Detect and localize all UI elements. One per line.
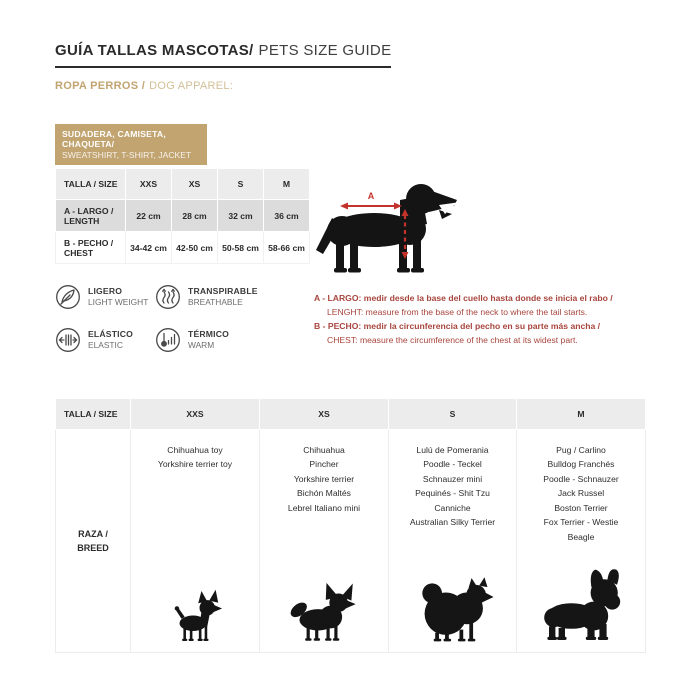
breed-cell-s — [389, 430, 517, 653]
thermometer-icon — [155, 327, 181, 353]
breed-item: Poodle - Schnauzer — [543, 473, 619, 484]
chest-m: 58-66 cm — [264, 232, 310, 264]
breathable-icon — [155, 284, 181, 310]
breed-item: Lebrel Italiano mini — [287, 502, 361, 513]
note-length-en: LENGHT: measure from the base of the neck to where the tail starts. — [327, 306, 588, 317]
breed-item: Jack Russel — [557, 488, 605, 499]
page-title-en: PETS SIZE GUIDE — [258, 42, 392, 59]
size-table-header-row — [56, 169, 310, 200]
breed-list-s — [389, 430, 516, 530]
dog-measurement-silhouette — [314, 168, 464, 278]
length-row — [56, 200, 310, 232]
note-length — [314, 292, 659, 320]
length-m: 36 cm — [264, 200, 310, 232]
breed-item: Yorkshire terrier — [293, 473, 355, 484]
pomeranian-silhouette — [409, 572, 497, 644]
page-header — [55, 42, 391, 68]
feature-label-en: BREATHABLE — [188, 297, 243, 307]
chest-s: 50-58 cm — [218, 232, 264, 264]
chest-row — [56, 232, 310, 264]
length-arrow — [340, 191, 402, 210]
subtitle-es: ROPA PERROS / — [55, 80, 146, 92]
breed-cell-xs — [260, 430, 389, 653]
breed-table-header-row — [56, 399, 646, 430]
fabric-features — [55, 284, 258, 353]
badge-line-es: SUDADERA, CAMISETA, CHAQUETA/ — [62, 129, 166, 149]
breed-table-header-xs: XS — [260, 399, 389, 430]
labrador-silhouette — [316, 184, 457, 273]
size-table-header-s: S — [218, 169, 264, 200]
garment-category-badge — [55, 124, 207, 165]
size-table-header-xs: XS — [172, 169, 218, 200]
elastic-icon — [55, 327, 81, 353]
feature-elastic — [55, 327, 155, 353]
arrow-label-a: A — [367, 191, 375, 201]
breed-list-xxs — [131, 430, 259, 472]
breed-item: Lulú de Pomerania — [416, 445, 489, 455]
breed-list-xs — [260, 430, 388, 515]
feature-label-es: TÉRMICO — [188, 329, 230, 339]
feature-label-es: TRANSPIRABLE — [188, 286, 258, 296]
breed-item: Pug / Carlino — [556, 445, 606, 455]
breed-item: Boston Terrier — [554, 502, 608, 513]
breed-list-m — [517, 430, 645, 544]
breed-row-label-es: RAZA / — [78, 528, 108, 539]
measuring-instructions — [314, 292, 659, 348]
size-measurements-table — [55, 168, 310, 264]
feature-label-es: LIGERO — [88, 286, 123, 296]
breed-item: Chihuahua — [303, 445, 345, 455]
section-subtitle — [55, 80, 233, 92]
breed-item: Australian Silky Terrier — [409, 517, 496, 528]
chest-xxs: 34-42 cm — [126, 232, 172, 264]
size-table-header-m: M — [264, 169, 310, 200]
feature-label-en: LIGHT WEIGHT — [88, 297, 149, 307]
page-title-es: GUÍA TALLAS MASCOTAS/ — [55, 42, 254, 59]
breed-row-label-cell — [56, 430, 131, 653]
size-table-header-xxs: XXS — [126, 169, 172, 200]
breed-item: Poodle - Teckel — [423, 459, 482, 470]
length-xs: 28 cm — [172, 200, 218, 232]
breed-table-header-label: TALLA / SIZE — [56, 399, 131, 430]
note-chest-es: B - PECHO: medir la circunferencia del pecho en su parte más ancha / — [314, 320, 601, 331]
size-table-header-label: TALLA / SIZE — [56, 169, 126, 200]
breed-item: Canniche — [434, 502, 471, 513]
feature-warm — [155, 327, 255, 353]
feature-label-en: WARM — [188, 340, 215, 350]
page-title — [55, 42, 391, 68]
breed-table-header-m: M — [517, 399, 646, 430]
breed-row-label-en: BREED — [77, 543, 109, 553]
breed-item: Pequinés - Shit Tzu — [415, 488, 490, 499]
length-row-label: A - LARGO / LENGTH — [56, 200, 126, 232]
feature-lightweight — [55, 284, 155, 310]
feather-icon — [55, 284, 81, 310]
note-chest-en: CHEST: measure the circumference of the chest at its widest part. — [327, 334, 578, 345]
breed-item: Yorkshire terrier toy — [157, 459, 233, 470]
badge-line-en: SWEATSHIRT, T-SHIRT, JACKET — [62, 150, 192, 160]
chest-row-label: B - PECHO / CHEST — [56, 232, 126, 264]
breed-item: Bulldog Franchés — [547, 459, 615, 470]
note-chest — [314, 320, 659, 348]
length-s: 32 cm — [218, 200, 264, 232]
feature-label-en: ELASTIC — [88, 340, 123, 350]
chest-xs: 42-50 cm — [172, 232, 218, 264]
breed-table-header-xxs: XXS — [131, 399, 260, 430]
breed-item: Pincher — [309, 459, 339, 470]
feature-breathable — [155, 284, 258, 310]
feature-label-es: ELÁSTICO — [88, 329, 134, 339]
breed-item: Schnauzer mini — [422, 473, 483, 484]
chihuahua-silhouette — [166, 589, 224, 644]
breed-item: Chihuahua toy — [167, 445, 223, 455]
breed-cell-m — [517, 430, 646, 653]
subtitle-en: DOG APPAREL: — [149, 80, 234, 92]
breed-table-header-s: S — [389, 399, 517, 430]
breed-item: Bichón Maltés — [297, 488, 351, 499]
long-haired-chihuahua-silhouette — [286, 580, 362, 644]
breed-item: Beagle — [567, 531, 595, 542]
breed-size-table — [55, 398, 646, 653]
note-length-es: A - LARGO: medir desde la base del cuello hasta donde se inicia el rabo / — [314, 293, 613, 303]
breed-item: Fox Terrier - Westie — [543, 517, 619, 528]
breed-cell-xxs — [131, 430, 260, 653]
length-xxs: 22 cm — [126, 200, 172, 232]
french-bulldog-silhouette — [533, 568, 629, 644]
breed-table-body-row — [56, 430, 646, 653]
